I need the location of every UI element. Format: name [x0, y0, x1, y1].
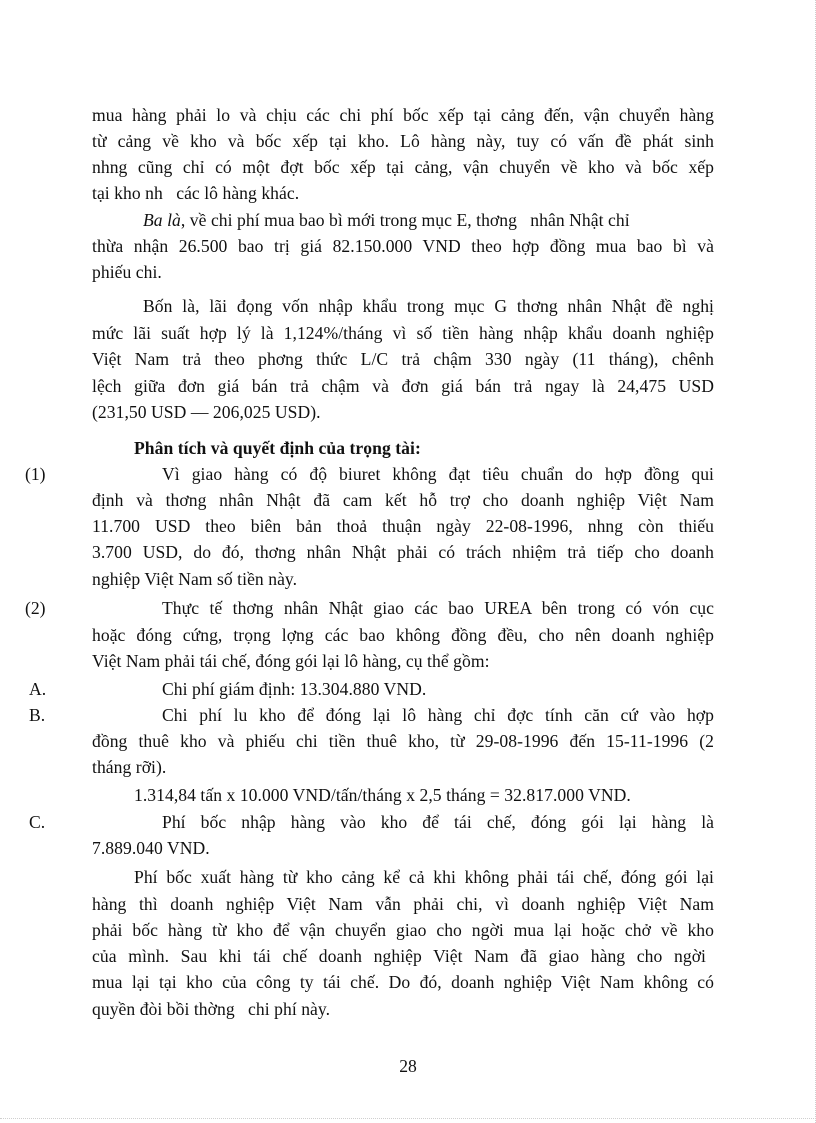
text-line: tại kho nh các lô hàng khác.	[92, 183, 300, 203]
paragraph-lead: Ba là	[143, 210, 181, 230]
text-line: đồng thuê kho và phiếu chi tiền thuê kho, từ 29-08-1996 đến 15-11-1996 (2	[92, 731, 714, 751]
text-line: (231,50 USD — 206,025 USD).	[92, 402, 321, 422]
text-line: phải bốc hàng từ kho để vận chuyển giao cho ngời mua lại hoặc chở về kho	[92, 920, 714, 940]
text-line: , về chi phí mua bao bì mới trong mục E, thơng nhân Nhật chỉ	[180, 210, 630, 230]
text-line: Chi phí lu kho để đóng lại lô hàng chỉ đợc tính căn cứ vào hợp	[162, 705, 714, 725]
text-line: mua hàng phải lo và chịu các chi phí bốc xếp tại cảng đến, vận chuyển hàng	[92, 105, 714, 125]
text-line: 11.700 USD theo biên bản thoả thuận ngày 22-08-1996, nhng còn thiếu	[92, 516, 714, 536]
text-line: Vì giao hàng có độ biuret không đạt tiêu chuẩn do hợp đồng qui	[162, 464, 714, 484]
text-line: mức lãi suất hợp lý là 1,124%/tháng vì số tiền hàng nhập khẩu doanh nghiệp	[92, 323, 714, 343]
text-line: phiếu chi.	[92, 262, 162, 282]
text-line: Chi phí giám định: 13.304.880 VND.	[162, 679, 427, 699]
text-line: hoặc đóng cứng, trọng lợng các bao không đồng đều, cho nên doanh nghiệp	[92, 625, 714, 645]
page-bottom-border	[0, 1118, 816, 1119]
text-line: hàng thì doanh nghiệp Việt Nam vẫn phải chi, vì doanh nghiệp Việt Nam	[92, 894, 714, 914]
item-label: A.	[29, 679, 47, 699]
text-line: tháng rỡi).	[92, 757, 167, 777]
text-line: quyền đòi bồi thờng chi phí này.	[92, 999, 331, 1019]
text-line: 7.889.040 VND.	[92, 838, 210, 858]
text-line: từ cảng về kho và bốc xếp tại kho. Lô hàng này, tuy có vấn đề phát sinh	[92, 131, 714, 151]
text-line: của mình. Sau khi tái chế doanh nghiệp Việt Nam đã giao hàng cho ngời	[92, 946, 706, 966]
item-label: B.	[29, 705, 46, 725]
text-line: định và thơng nhân Nhật đã cam kết hỗ trợ cho doanh nghiệp Việt Nam	[92, 490, 714, 510]
formula-line: 1.314,84 tấn x 10.000 VND/tấn/tháng x 2,5 tháng = 32.817.000 VND.	[134, 785, 631, 805]
section-heading: Phân tích và quyết định của trọng tài:	[134, 438, 421, 458]
text-line: Việt Nam phải tái chế, đóng gói lại lô hàng, cụ thể gồm:	[92, 651, 490, 671]
text-line: nhng cũng chỉ có một đợt bốc xếp tại cảng, vận chuyển về kho và bốc xếp	[92, 157, 714, 177]
text-line: Bốn là, lãi đọng vốn nhập khẩu trong mục G thơng nhân Nhật đề nghị	[143, 296, 714, 316]
item-label: (1)	[25, 464, 46, 484]
text-line: Việt Nam trả theo phơng thức L/C trả chậm 330 ngày (11 tháng), chênh	[92, 349, 714, 369]
text-line: lệch giữa đơn giá bán trả chậm và đơn giá bán trả ngay là 24,475 USD	[92, 376, 714, 396]
text-line: Thực tế thơng nhân Nhật giao các bao UREA bên trong có vón cục	[162, 598, 714, 618]
paragraph-lead-line	[143, 212, 630, 230]
text-line: thừa nhận 26.500 bao trị giá 82.150.000 VND theo hợp đồng mua bao bì và	[92, 236, 714, 256]
item-label: C.	[29, 812, 46, 832]
text-line: 3.700 USD, do đó, thơng nhân Nhật phải có trách nhiệm trả tiếp cho doanh	[92, 542, 714, 562]
page-number: 28	[399, 1056, 417, 1076]
item-label: (2)	[25, 598, 46, 618]
text-line: mua lại tại kho của công ty tái chế. Do đó, doanh nghiệp Việt Nam không có	[92, 972, 714, 992]
text-line: nghiệp Việt Nam số tiền này.	[92, 569, 298, 589]
text-line: Phí bốc nhập hàng vào kho để tái chế, đóng gói lại hàng là	[162, 812, 714, 832]
text-line: Phí bốc xuất hàng từ kho cảng kể cả khi không phải tái chế, đóng gói lại	[134, 867, 714, 887]
